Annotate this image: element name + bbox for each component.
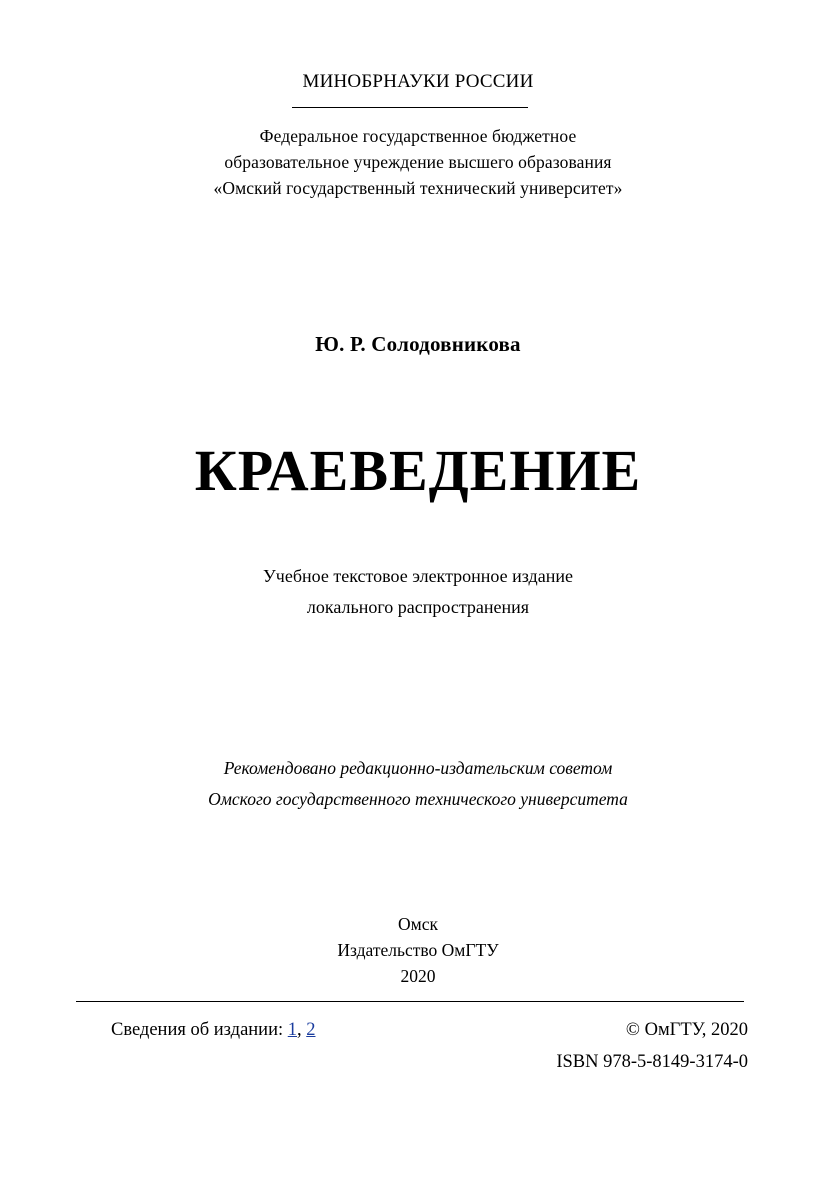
publication-imprint <box>0 911 836 989</box>
institution-line-2: образовательное учреждение высшего образования <box>224 152 612 172</box>
ministry-name: МИНОБРНАУКИ РОССИИ <box>302 71 534 92</box>
institution-line-1: Федеральное государственное бюджетное <box>259 126 577 146</box>
edition-info-label: Сведения об издании: <box>111 1020 288 1040</box>
author-name: Ю. Р. Солодовникова <box>315 332 521 356</box>
ministry-divider <box>292 107 528 108</box>
subtitle-line-2: локального распространения <box>306 597 530 617</box>
edition-link-1[interactable]: 1 <box>287 1020 297 1040</box>
institution-name <box>0 123 836 201</box>
imprint-year: 2020 <box>400 966 436 986</box>
copyright-notice: © ОмГТУ, 2020 <box>625 1020 748 1040</box>
recommendation-line-1: Рекомендовано редакционно-издательским советом <box>223 758 613 778</box>
edition-link-separator: , <box>297 1020 307 1040</box>
footer-divider <box>76 1001 744 1002</box>
recommendation-note <box>0 753 836 815</box>
recommendation-line-2: Омского государственного технического университета <box>208 789 628 809</box>
document-title: КРАЕВЕДЕНИЕ <box>194 438 642 503</box>
edition-info <box>111 1020 316 1041</box>
isbn-number: ISBN 978-5-8149-3174-0 <box>556 1052 748 1072</box>
imprint-city: Омск <box>398 914 438 934</box>
imprint-publisher: Издательство ОмГТУ <box>337 940 499 960</box>
edition-link-2[interactable]: 2 <box>306 1020 316 1040</box>
institution-line-3: «Омский государственный технический университет» <box>213 178 623 198</box>
subtitle-line-1: Учебное текстовое электронное издание <box>263 566 573 586</box>
document-subtitle <box>0 561 836 623</box>
